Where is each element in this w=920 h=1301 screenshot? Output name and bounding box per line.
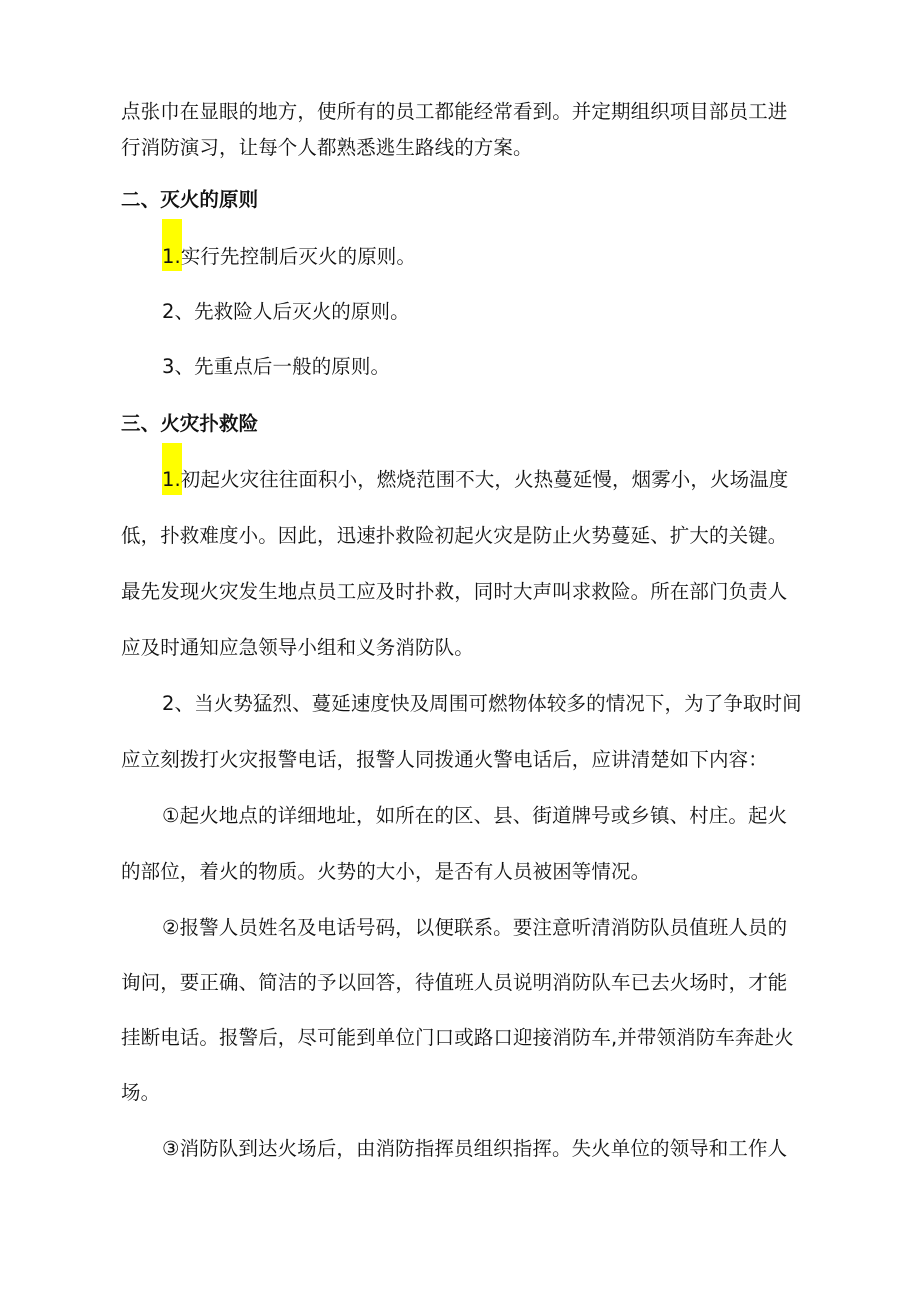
paragraph-line: 的部位，着火的物质。火势的大小，是否有人员被困等情况。 <box>121 860 651 883</box>
paragraph-line: 询问，要正确、简洁的予以回答，待值班人员说明消防队车已去火场时，才能 <box>121 971 788 994</box>
list-item: 1.实行先控制后灭火的原则。 <box>162 245 417 268</box>
paragraph-line: ②报警人员姓名及电话号码，以便联系。要注意听清消防队员值班人员的 <box>162 916 788 939</box>
paragraph-line: 最先发现火灾发生地点员工应及时扑救，同时大声叫求救险。所在部门负责人 <box>121 580 788 603</box>
paragraph-line: 低，扑救难度小。因此，迅速扑救险初起火灾是防止火势蔓延、扩大的关键。 <box>121 524 788 547</box>
paragraph-line: 行消防演习，让每个人都熟悉逃生路线的方案。 <box>121 136 533 159</box>
paragraph-line: 应及时通知应急领导小组和义务消防队。 <box>121 636 474 659</box>
paragraph-line: ①起火地点的详细地址，如所在的区、县、街道牌号或乡镇、村庄。起火 <box>162 804 788 827</box>
paragraph-line: 应立刻拨打火灾报警电话，报警人同拨通火警电话后，应讲清楚如下内容： <box>121 748 768 771</box>
section-heading: 二、灭火的原则 <box>121 188 259 211</box>
paragraph-line: 挂断电话。报警后，尽可能到单位门口或路口迎接消防车,并带领消防车奔赴火 <box>121 1026 794 1049</box>
paragraph-line: 场。 <box>121 1081 161 1104</box>
paragraph-line: 点张巾在显眼的地方，使所有的员工都能经常看到。并定期组织项目部员工进 <box>121 100 788 123</box>
section-heading: 三、火灾扑救险 <box>121 412 259 435</box>
paragraph-line: 2、当火势猛烈、蔓延速度快及周围可燃物体较多的情况下，为了争取时间 <box>162 692 802 715</box>
list-item: 3、先重点后一般的原则。 <box>162 355 391 378</box>
list-item: 2、先救险人后灭火的原则。 <box>162 300 410 323</box>
paragraph-line: ③消防队到达火场后，由消防指挥员组织指挥。失火单位的领导和工作人 <box>162 1137 788 1160</box>
paragraph-line: 1.初起火灾往往面积小，燃烧范围不大，火热蔓延慢，烟雾小，火场温度 <box>162 468 789 491</box>
